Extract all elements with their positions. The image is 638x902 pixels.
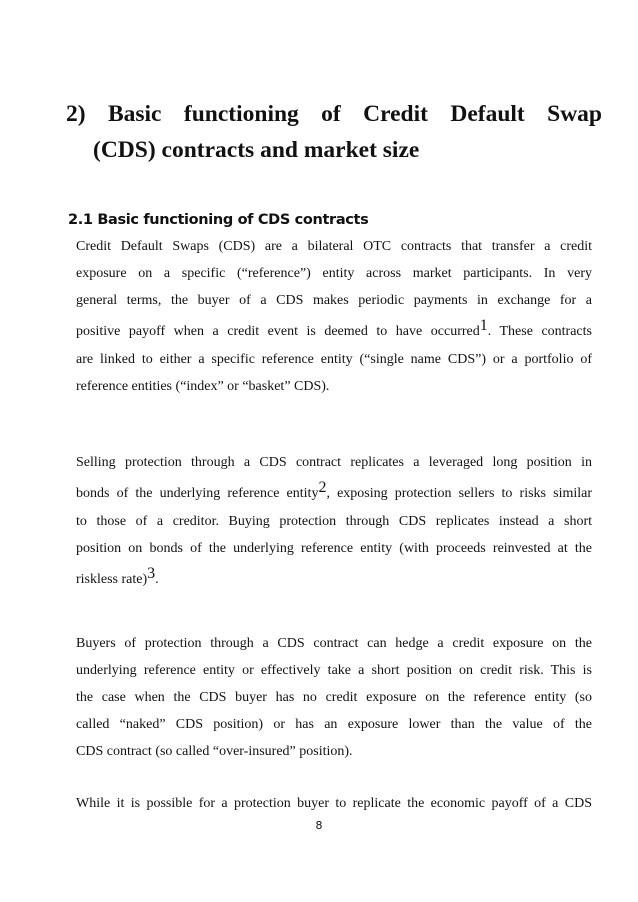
paragraph-line: underlying reference entity or effectively take a short position on credit risk. This is: [76, 663, 592, 678]
line-text: positive payoff when a credit event is deemed to have occurred: [76, 324, 480, 339]
paragraph-line: Buyers of protection through a CDS contract can hedge a credit exposure on the: [76, 636, 592, 651]
paragraph-line: position on bonds of the underlying reference entity (with proceeds reinvested at the: [76, 541, 592, 556]
paragraph-line: Credit Default Swaps (CDS) are a bilateral OTC contracts that transfer a credit: [76, 239, 592, 254]
line-text: bonds of the underlying reference entity: [76, 486, 319, 501]
paragraph-line: to those of a creditor. Buying protection through CDS replicates instead a short: [76, 514, 592, 529]
section-heading-line-1: 2) Basic functioning of Credit Default Swap: [66, 101, 602, 127]
paragraph-line-with-footnote: [76, 476, 592, 508]
line-text: , exposing protection sellers to risks similar: [326, 486, 593, 501]
paragraph-line: While it is possible for a protection buyer to replicate the economic payoff of a CDS: [76, 796, 592, 811]
footnote-marker-2[interactable]: 2: [318, 479, 327, 496]
paragraph-3: [76, 630, 592, 765]
line-text: . These contracts: [487, 324, 592, 339]
section-heading-line-2: (CDS) contracts and market size: [93, 137, 420, 163]
paragraph-line-with-footnote: [76, 562, 592, 594]
paragraph-line: Selling protection through a CDS contract replicates a leveraged long position in: [76, 455, 592, 470]
footnote-marker-3[interactable]: 3: [147, 565, 156, 582]
paragraph-line: exposure on a specific (“reference”) entity across market participants. In very: [76, 266, 592, 281]
paragraph-line: CDS contract (so called “over-insured” position).: [76, 744, 353, 759]
line-text: riskless rate): [76, 572, 148, 587]
paragraph-line-with-footnote: [76, 314, 592, 346]
paragraph-line: general terms, the buyer of a CDS makes periodic payments in exchange for a: [76, 293, 592, 308]
subsection-heading: 2.1 Basic functioning of CDS contracts: [68, 212, 369, 228]
paragraph-line: reference entities (“index” or “basket” CDS).: [76, 379, 330, 394]
paragraph-2: [76, 449, 592, 594]
paragraph-line: are linked to either a specific reference entity (“single name CDS”) or a portfolio of: [76, 352, 592, 367]
line-text: .: [155, 572, 159, 587]
paragraph-line: called “naked” CDS position) or has an exposure lower than the value of the: [76, 717, 592, 732]
paragraph-1: [76, 233, 592, 400]
paragraph-4: [76, 790, 592, 817]
paragraph-line: the case when the CDS buyer has no credit exposure on the reference entity (so: [76, 690, 592, 705]
footnote-marker-1[interactable]: 1: [479, 317, 488, 334]
section-heading: [66, 96, 602, 168]
page-number: 8: [315, 819, 323, 832]
